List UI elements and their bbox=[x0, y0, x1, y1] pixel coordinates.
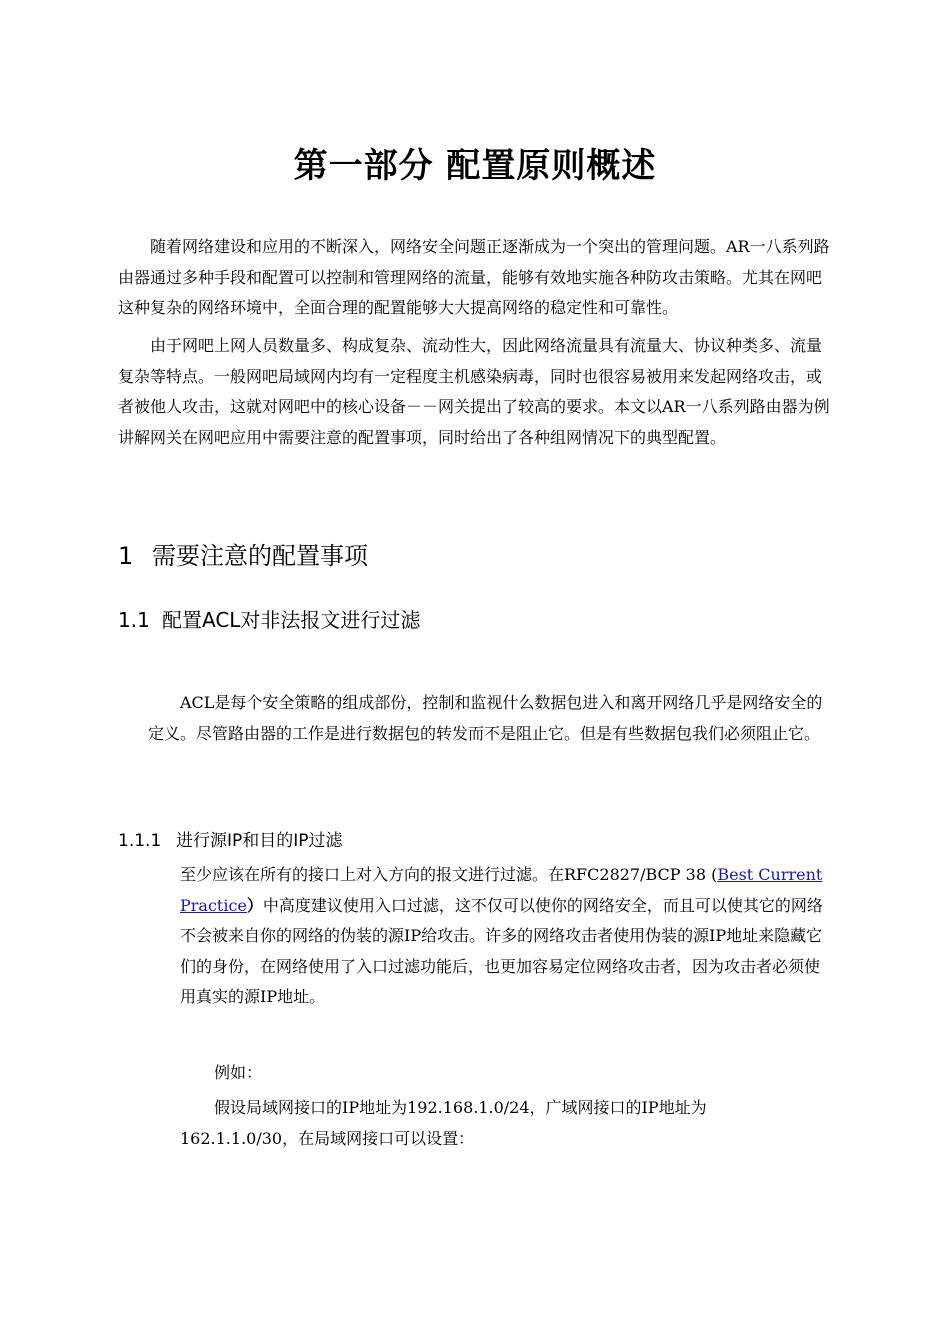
example-label bbox=[214, 1058, 814, 1089]
source-ip-text-after: 中高度建议使用入口过滤，这不仅可以使你的网络安全，而且可以使其它的网络不会被来自你的网络的伪装的源IP给攻击。许多的网络攻击者使用伪装的源IP地址来隐藏它们的身份，在网络使用了入口过滤功能后，也更加容易定位网络攻击者，因为攻击者必须使用真实的源IP地址。 bbox=[180, 895, 823, 1006]
section-heading-1-1-1-text: 进行源IP和目的IP过滤 bbox=[176, 831, 343, 851]
section-heading-1-1-number: 1.1 bbox=[118, 608, 150, 632]
section-heading-1-1-text: 配置ACL对非法报文进行过滤 bbox=[162, 608, 421, 632]
source-ip-paragraph bbox=[180, 860, 830, 1013]
acl-paragraph bbox=[148, 688, 830, 749]
section-heading-1-text: 需要注意的配置事项 bbox=[152, 542, 368, 570]
section-heading-1-1 bbox=[118, 604, 420, 633]
example-line-2-text: 162.1.1.0/30，在局域网接口可以设置： bbox=[180, 1129, 475, 1148]
source-ip-text-before: 至少应该在所有的接口上对入方向的报文进行过滤。在RFC2827/BCP 38 ( bbox=[180, 865, 718, 884]
section-heading-1-1-1-number: 1.1.1 bbox=[118, 831, 162, 851]
source-ip-closing-paren: ） bbox=[246, 895, 263, 915]
section-heading-1-1-1 bbox=[118, 826, 343, 851]
intro-paragraph-2 bbox=[118, 331, 830, 453]
best-current-practice-link[interactable]: Best Current Practice bbox=[180, 865, 823, 915]
intro-paragraph-2-text: 由于网吧上网人员数量多、构成复杂、流动性大，因此网络流量具有流量大、协议种类多、流量复杂等特点。一般网吧局域网内均有一定程度主机感染病毒，同时也很容易被用来发起网络攻击，或者被他人攻击，这就对网吧中的核心设备－－网关提出了较高的要求。本文以AR一八系列路由器为例讲解网关在网吧应用中需要注意的配置事项，同时给出了各种组网情况下的典型配置。 bbox=[118, 336, 830, 447]
example-line-2 bbox=[180, 1124, 780, 1155]
example-line-1-text: 假设局域网接口的IP地址为192.168.1.0/24，广域网接口的IP地址为 bbox=[214, 1098, 707, 1117]
section-heading-1-number: 1 bbox=[118, 542, 134, 570]
page-title: 第一部分 配置原则概述 bbox=[293, 146, 657, 186]
intro-paragraph-1 bbox=[118, 232, 830, 324]
example-label-text: 例如： bbox=[214, 1063, 263, 1082]
acl-paragraph-text: ACL是每个安全策略的组成部份，控制和监视什么数据包进入和离开网络几乎是网络安全的定义。尽管路由器的工作是进行数据包的转发而不是阻止它。但是有些数据包我们必须阻止它。 bbox=[148, 693, 823, 743]
section-heading-1 bbox=[118, 536, 368, 571]
intro-paragraph-1-text: 随着网络建设和应用的不断深入，网络安全问题正逐渐成为一个突出的管理问题。AR一八系列路由器通过多种手段和配置可以控制和管理网络的流量，能够有效地实施各种防攻击策略。尤其在网吧这种复杂的网络环境中，全面合理的配置能够大大提高网络的稳定性和可靠性。 bbox=[118, 237, 830, 317]
example-line-1 bbox=[214, 1093, 814, 1124]
